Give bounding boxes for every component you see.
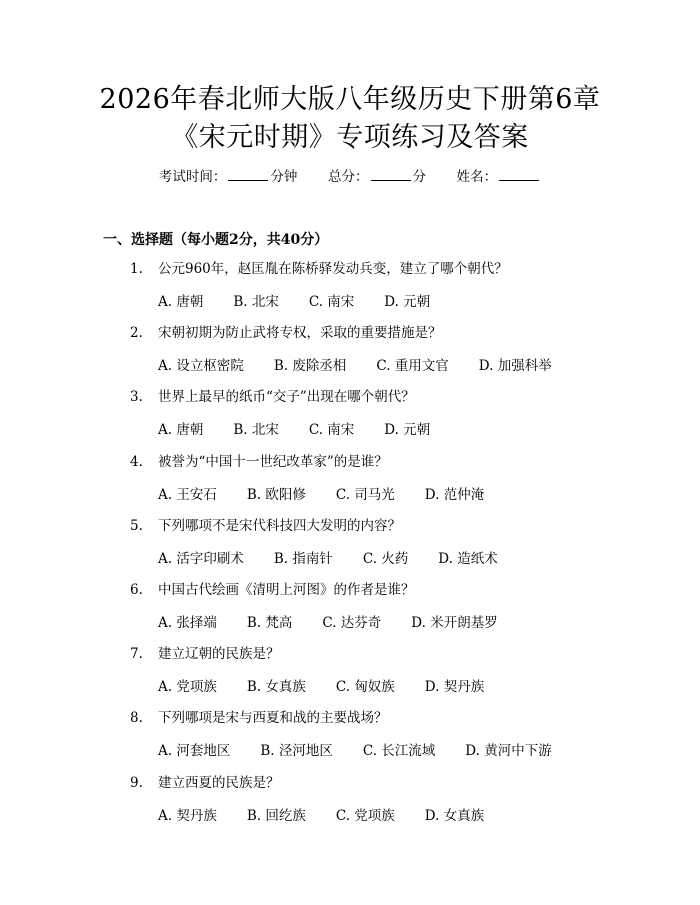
- question-stem: [130, 258, 508, 280]
- question-number: 4.: [130, 453, 143, 470]
- question-option: A. 活字印刷术: [158, 550, 244, 567]
- question-option: B. 梵高: [246, 614, 293, 631]
- question-options: [158, 740, 552, 762]
- student-name: [457, 167, 542, 187]
- question-item: [0, 772, 700, 836]
- question-option: C. 匈奴族: [335, 679, 395, 696]
- question-option: D. 元朝: [384, 422, 431, 439]
- question-option: B. 欧阳修: [246, 486, 306, 503]
- question-item: [0, 386, 700, 450]
- question-item: [0, 579, 700, 643]
- question-options: [158, 291, 430, 313]
- question-option: A. 河套地区: [158, 743, 231, 760]
- question-number: 1.: [130, 261, 143, 277]
- question-text: 宋朝初期为防止武将专权，采取的重要措施是？: [158, 325, 442, 342]
- question-item: [0, 451, 700, 515]
- question-item: [0, 258, 700, 322]
- question-option: D. 加强科举: [478, 358, 552, 375]
- question-option: B. 北宋: [233, 294, 279, 310]
- question-option: B. 废除丞相: [273, 358, 347, 375]
- question-text: 建立辽朝的民族是？: [158, 646, 280, 663]
- question-number: 5.: [130, 517, 143, 534]
- question-text: 下列哪项是宋与西夏和战的主要战场？: [158, 710, 388, 727]
- question-list: [0, 258, 700, 836]
- question-option: D. 契丹族: [424, 679, 485, 696]
- question-option: D. 造纸术: [438, 550, 498, 567]
- question-options: [158, 484, 484, 506]
- question-item: [0, 707, 700, 771]
- question-option: C. 党项族: [335, 807, 395, 824]
- question-option: B. 女真族: [246, 679, 306, 696]
- question-option: B. 指南针: [273, 550, 333, 567]
- question-option: D. 范仲淹: [424, 486, 485, 503]
- question-item: [0, 643, 700, 707]
- question-option: A. 张择端: [158, 614, 217, 631]
- question-option: C. 重用文官: [376, 358, 449, 375]
- question-option: A. 王安石: [158, 486, 217, 503]
- exam-time: [159, 167, 298, 187]
- question-option: D. 元朝: [384, 294, 431, 310]
- total-score: [328, 167, 426, 187]
- question-option: A. 设立枢密院: [158, 358, 244, 375]
- question-number: 9.: [130, 774, 143, 791]
- question-options: [158, 612, 498, 634]
- total-score-label: 总分：: [328, 169, 369, 185]
- total-score-unit: 分: [412, 169, 426, 185]
- question-number: 2.: [130, 325, 143, 342]
- question-item: [0, 515, 700, 579]
- exam-time-blank: [228, 168, 268, 181]
- question-text: 被誉为“中国十一世纪改革家”的是谁？: [158, 453, 388, 470]
- question-option: D. 米开朗基罗: [411, 614, 498, 631]
- page-title-line-1: 2026年春北师大版八年级历史下册第6章: [99, 84, 601, 115]
- question-option: C. 南宋: [308, 422, 355, 439]
- page-title-line-2: 《宋元时期》专项练习及答案: [171, 122, 529, 153]
- question-stem: [130, 451, 388, 473]
- question-text: 中国古代绘画《清明上河图》的作者是谁？: [158, 581, 415, 598]
- exam-info: [0, 167, 700, 187]
- question-option: D. 女真族: [424, 807, 485, 824]
- question-text: 世界上最早的纸币“交子”出现在哪个朝代？: [158, 389, 415, 406]
- question-option: C. 达芬奇: [322, 614, 382, 631]
- question-option: A. 唐朝: [158, 422, 204, 439]
- question-stem: [130, 772, 280, 794]
- question-stem: [130, 707, 388, 729]
- total-score-blank: [371, 168, 411, 181]
- question-options: [158, 355, 552, 377]
- question-option: C. 火药: [362, 550, 409, 567]
- question-text: 下列哪项不是宋代科技四大发明的内容？: [158, 517, 401, 534]
- question-stem: [130, 515, 401, 537]
- question-option: B. 泾河地区: [260, 743, 333, 760]
- question-number: 8.: [130, 710, 143, 727]
- question-option: A. 唐朝: [158, 294, 204, 310]
- exam-time-label: 考试时间：: [158, 169, 227, 185]
- question-stem: [130, 386, 415, 408]
- exam-time-unit: 分钟: [270, 169, 298, 185]
- question-options: [158, 548, 498, 570]
- question-stem: [130, 643, 280, 665]
- question-stem: [130, 322, 442, 344]
- question-item: [0, 322, 700, 386]
- question-option: C. 长江流域: [362, 743, 436, 760]
- question-option: B. 北宋: [233, 422, 279, 439]
- student-name-label: 姓名：: [456, 169, 498, 185]
- question-options: [158, 676, 484, 698]
- question-option: A. 党项族: [158, 679, 217, 696]
- question-option: C. 南宋: [308, 294, 355, 310]
- section-title: 一、选择题（每小题2分，共40分）: [103, 232, 329, 248]
- question-option: D. 黄河中下游: [465, 743, 552, 760]
- question-options: [158, 419, 430, 441]
- student-name-blank: [499, 168, 539, 181]
- question-number: 3.: [130, 389, 143, 406]
- question-text: 公元960年，赵匡胤在陈桥驿发动兵变，建立了哪个朝代？: [158, 261, 508, 277]
- question-option: A. 契丹族: [158, 807, 217, 824]
- question-options: [158, 805, 484, 827]
- question-number: 7.: [130, 646, 143, 663]
- question-option: C. 司马光: [335, 486, 395, 503]
- question-stem: [130, 579, 415, 601]
- question-text: 建立西夏的民族是？: [158, 774, 280, 791]
- question-number: 6.: [130, 581, 143, 598]
- question-option: B. 回纥族: [246, 807, 306, 824]
